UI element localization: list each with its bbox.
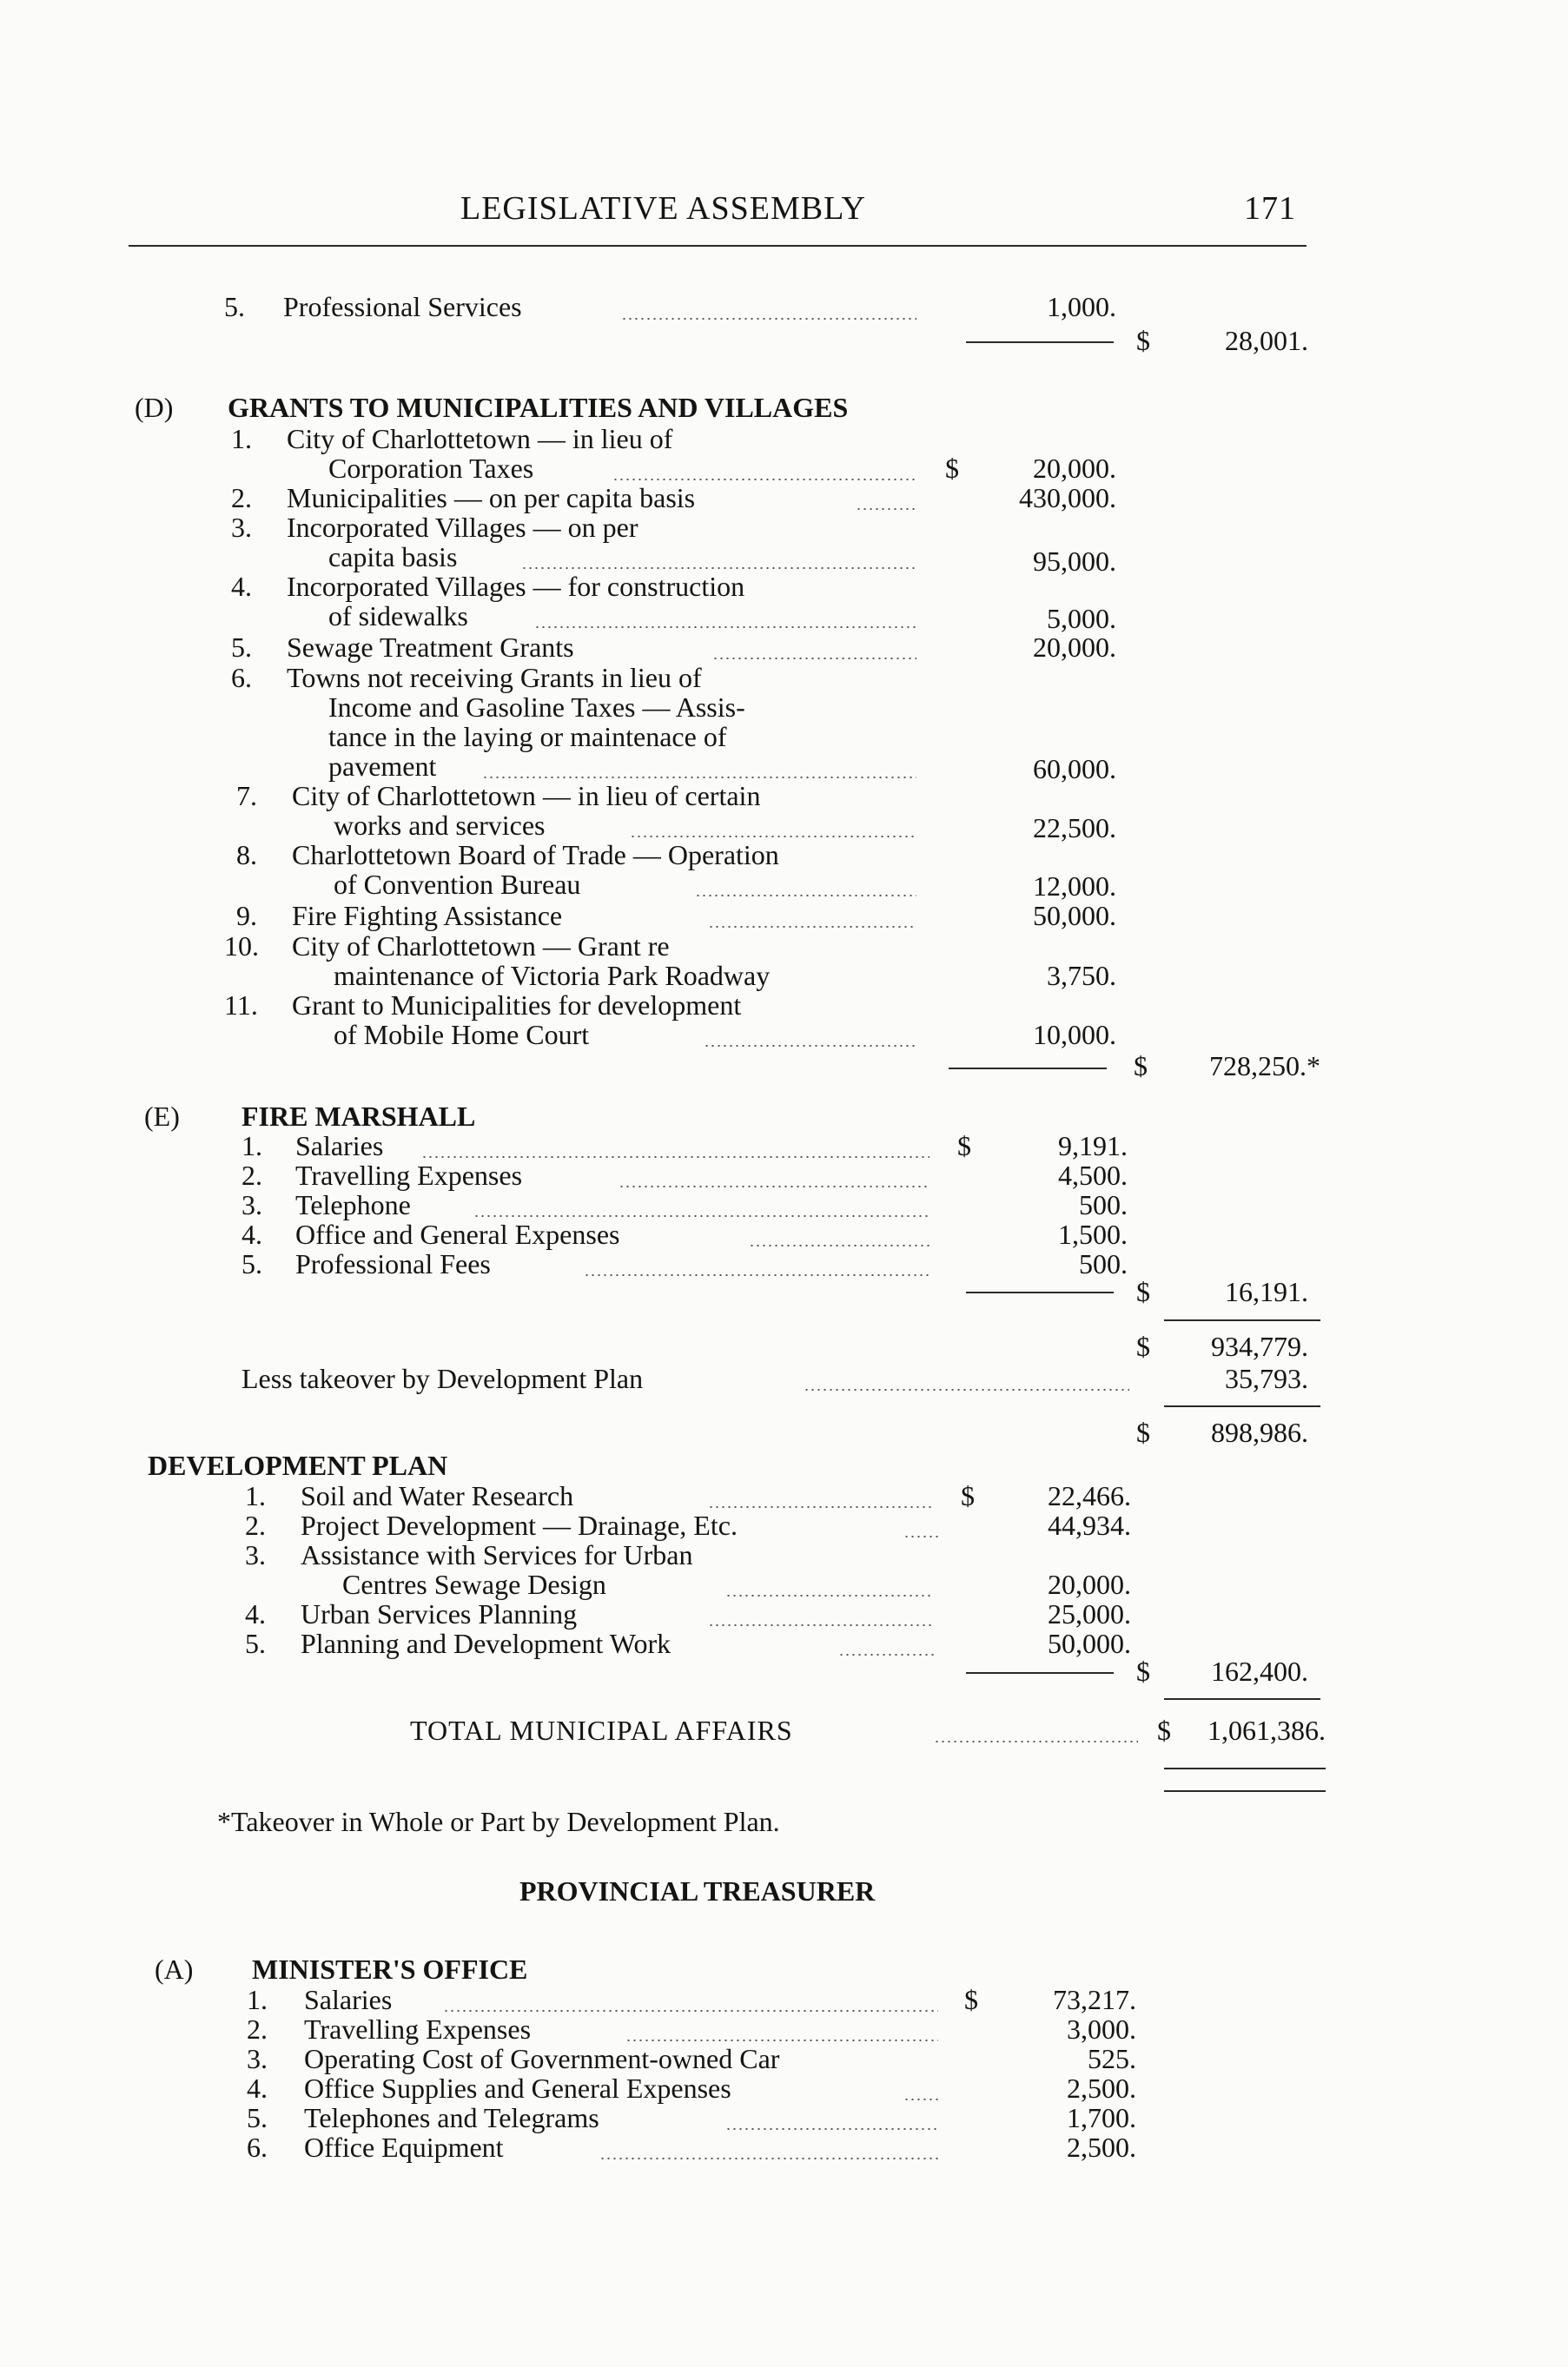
item-amount: 20,000.: [1033, 453, 1116, 484]
item-number: 5.: [247, 2102, 268, 2133]
item-label: Municipalities — on per capita basis: [287, 482, 696, 513]
item-amount: 25,000.: [1048, 1598, 1131, 1630]
item-label: Operating Cost of Government-owned Car: [304, 2043, 780, 2074]
item-label: Centres Sewage Design: [342, 1569, 606, 1600]
dollar-sign: $: [1136, 1656, 1150, 1687]
item-label: maintenance of Victoria Park Roadway: [334, 960, 771, 991]
item-label: Professional Services: [283, 291, 522, 322]
item-number: 6.: [247, 2132, 268, 2163]
section-title: DEVELOPMENT PLAN: [148, 1450, 448, 1481]
item-number: 11.: [224, 989, 258, 1021]
total-rule: [1164, 1405, 1320, 1407]
item-label: of Mobile Home Court: [334, 1019, 590, 1050]
section-letter: (D): [135, 392, 174, 423]
item-number: 10.: [224, 930, 259, 962]
item-amount: 1,000.: [1047, 291, 1116, 322]
leader-dots: [708, 926, 916, 928]
page-number: 171: [1244, 190, 1296, 227]
dollar-sign: $: [945, 453, 959, 484]
leader-dots: [903, 1536, 938, 1537]
item-label: Grant to Municipalities for development: [292, 989, 742, 1021]
subtotal-rule: [949, 1068, 1107, 1069]
leader-dots: [704, 1045, 916, 1047]
item-number: 3.: [247, 2043, 268, 2074]
dollar-sign: $: [1136, 1276, 1150, 1307]
item-label: works and services: [334, 810, 546, 841]
item-amount: 50,000.: [1033, 900, 1116, 931]
section-letter: (E): [144, 1101, 180, 1132]
item-label: Fire Fighting Assistance: [292, 900, 563, 931]
item-amount: 44,934.: [1048, 1510, 1131, 1541]
item-label: Incorporated Villages — for construction: [287, 571, 745, 602]
leader-dots: [521, 567, 916, 569]
dollar-sign: $: [1136, 1331, 1150, 1362]
item-amount: 3,750.: [1047, 960, 1116, 991]
leader-dots: [421, 1156, 930, 1158]
section-title: FIRE MARSHALL: [241, 1101, 476, 1132]
grand-total: 1,061,386.: [1207, 1715, 1326, 1746]
dollar-sign: $: [1136, 1417, 1150, 1448]
item-label: Towns not receiving Grants in lieu of: [287, 662, 702, 693]
leader-dots: [903, 2099, 938, 2100]
leader-dots: [934, 1741, 1138, 1742]
item-label: Project Development — Drainage, Etc.: [301, 1510, 738, 1541]
section-total: 28,001.: [1225, 325, 1308, 356]
item-number: 1.: [231, 423, 252, 454]
item-number: 4.: [247, 2073, 268, 2104]
subtotal-rule: [966, 341, 1114, 343]
item-amount: 1,500.: [1058, 1219, 1128, 1250]
item-label: Salaries: [304, 1984, 393, 2015]
item-label: capita basis: [328, 541, 458, 572]
item-number: 5.: [245, 1628, 266, 1659]
item-number: 2.: [241, 1160, 262, 1191]
item-amount: 20,000.: [1048, 1569, 1131, 1600]
item-amount: 1,700.: [1067, 2102, 1136, 2133]
section-title: MINISTER'S OFFICE: [252, 1954, 528, 1985]
leader-dots: [534, 626, 916, 628]
item-label: Travelling Expenses: [295, 1160, 523, 1191]
item-amount: 73,217.: [1053, 1984, 1136, 2015]
leader-dots: [473, 1215, 930, 1217]
item-amount: 3,000.: [1067, 2013, 1136, 2045]
item-label: City of Charlottetown — in lieu of certain: [292, 780, 761, 811]
item-number: 1.: [247, 1984, 268, 2015]
item-number: 7.: [236, 780, 257, 811]
net-total: 898,986.: [1211, 1417, 1308, 1448]
leader-dots: [725, 1595, 934, 1597]
double-rule-top: [1164, 1768, 1326, 1769]
item-amount: 430,000.: [1019, 482, 1116, 513]
item-amount: 95,000.: [1033, 545, 1116, 577]
item-label: Office and General Expenses: [295, 1219, 620, 1250]
leader-dots: [838, 1654, 934, 1656]
section-heading: PROVINCIAL TREASURER: [519, 1875, 876, 1907]
leader-dots: [630, 836, 916, 837]
dollar-sign: $: [961, 1480, 975, 1511]
item-label: Office Supplies and General Expenses: [304, 2073, 731, 2104]
item-number: 5.: [224, 291, 245, 322]
leader-dots: [708, 1624, 934, 1626]
item-number: 2.: [247, 2013, 268, 2045]
subtotal-rule: [966, 1672, 1114, 1674]
item-label: Planning and Development Work: [301, 1628, 672, 1659]
item-label: Assistance with Services for Urban: [301, 1539, 693, 1570]
item-number: 5.: [241, 1248, 262, 1279]
item-label: Telephone: [295, 1189, 411, 1220]
item-label: Urban Services Planning: [301, 1598, 578, 1630]
running-header: LEGISLATIVE ASSEMBLY: [460, 190, 866, 227]
item-number: 1.: [241, 1130, 262, 1161]
item-label: Office Equipment: [304, 2132, 504, 2163]
leader-dots: [804, 1389, 1129, 1391]
item-amount: 50,000.: [1048, 1628, 1131, 1659]
item-number: 9.: [236, 900, 257, 931]
leader-dots: [621, 318, 916, 320]
item-amount: 500.: [1079, 1248, 1128, 1279]
grand-total-label: TOTAL MUNICIPAL AFFAIRS: [410, 1715, 793, 1746]
item-label: Incorporated Villages — on per: [287, 512, 638, 543]
item-number: 2.: [245, 1510, 266, 1541]
item-label: City of Charlottetown — Grant re: [292, 930, 670, 962]
dollar-sign: $: [957, 1130, 971, 1161]
item-amount: 500.: [1079, 1189, 1128, 1220]
dollar-sign: $: [964, 1984, 978, 2015]
section-letter: (A): [155, 1954, 194, 1985]
item-label: Charlottetown Board of Trade — Operation: [292, 839, 779, 870]
item-label: Professional Fees: [295, 1248, 491, 1279]
item-number: 5.: [231, 631, 252, 663]
dollar-sign: $: [1134, 1050, 1148, 1081]
leader-dots: [482, 777, 916, 778]
leader-dots: [584, 1274, 930, 1276]
item-number: 1.: [245, 1480, 266, 1511]
item-amount: 525.: [1088, 2043, 1136, 2074]
item-amount: 5,000.: [1047, 603, 1116, 634]
item-number: 6.: [231, 662, 252, 693]
item-label: Salaries: [295, 1130, 384, 1161]
item-amount: 2,500.: [1067, 2073, 1136, 2104]
item-number: 3.: [231, 512, 252, 543]
leader-dots: [625, 2040, 938, 2041]
item-amount: 60,000.: [1033, 753, 1116, 784]
leader-dots: [749, 1245, 930, 1246]
item-label: Income and Gasoline Taxes — Assis-: [328, 691, 745, 723]
item-label: Travelling Expenses: [304, 2013, 532, 2045]
double-rule-bottom: [1164, 1790, 1326, 1792]
item-amount: 4,500.: [1058, 1160, 1128, 1191]
leader-dots: [612, 479, 916, 480]
gross-total: 934,779.: [1211, 1331, 1308, 1362]
item-amount: 9,191.: [1058, 1130, 1128, 1161]
item-label: pavement: [328, 750, 437, 782]
item-number: 3.: [245, 1539, 266, 1570]
leader-dots: [712, 658, 916, 659]
item-number: 4.: [245, 1598, 266, 1630]
item-label: of Convention Bureau: [334, 869, 581, 900]
leader-dots: [856, 508, 916, 510]
section-total: 728,250.*: [1209, 1050, 1320, 1081]
total-rule: [1164, 1319, 1320, 1321]
item-number: 4.: [231, 571, 252, 602]
footnote: *Takeover in Whole or Part by Development Plan.: [217, 1806, 780, 1837]
item-label: Telephones and Telegrams: [304, 2102, 599, 2133]
less-amount: 35,793.: [1225, 1363, 1308, 1394]
leader-dots: [619, 1186, 930, 1187]
subtotal-rule: [966, 1292, 1114, 1293]
item-number: 4.: [241, 1219, 262, 1250]
leader-dots: [708, 1506, 934, 1508]
item-number: 8.: [236, 839, 257, 870]
item-amount: 12,000.: [1033, 870, 1116, 902]
dollar-sign: $: [1157, 1715, 1171, 1746]
item-amount: 22,500.: [1033, 812, 1116, 843]
leader-dots: [695, 895, 916, 896]
item-label: Corporation Taxes: [328, 453, 534, 484]
item-label: tance in the laying or maintenace of: [328, 721, 727, 752]
section-total: 16,191.: [1225, 1276, 1308, 1307]
item-label: of sidewalks: [328, 600, 468, 631]
dollar-sign: $: [1136, 325, 1150, 356]
item-label: City of Charlottetown — in lieu of: [287, 423, 673, 454]
item-amount: 22,466.: [1048, 1480, 1131, 1511]
section-total: 162,400.: [1211, 1656, 1308, 1687]
item-amount: 10,000.: [1033, 1019, 1116, 1050]
item-label: Soil and Water Research: [301, 1480, 574, 1511]
item-label: Sewage Treatment Grants: [287, 631, 574, 663]
item-amount: 2,500.: [1067, 2132, 1136, 2163]
header-rule: [129, 245, 1307, 247]
less-label: Less takeover by Development Plan: [241, 1363, 644, 1394]
leader-dots: [725, 2128, 938, 2130]
leader-dots: [443, 2010, 938, 2012]
total-rule: [1164, 1698, 1320, 1700]
item-number: 3.: [241, 1189, 262, 1220]
item-number: 2.: [231, 482, 252, 513]
section-title: GRANTS TO MUNICIPALITIES AND VILLAGES: [228, 392, 849, 423]
leader-dots: [599, 2158, 938, 2159]
item-amount: 20,000.: [1033, 631, 1116, 663]
